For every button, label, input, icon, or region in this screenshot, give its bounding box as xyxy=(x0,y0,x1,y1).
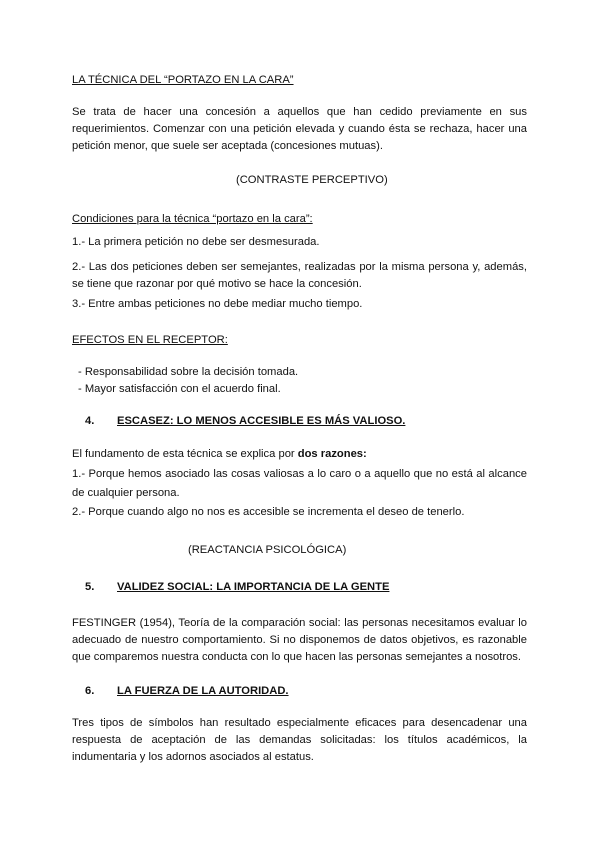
section-heading-5 xyxy=(85,580,389,594)
section-title: ESCASEZ: LO MENOS ACCESIBLE ES MÁS VALIOSO. xyxy=(117,415,406,427)
reactance-label: (REACTANCIA PSICOLÓGICA) xyxy=(188,544,347,556)
section-heading-4 xyxy=(85,414,405,428)
paragraph-line: FESTINGER (1954), Teoría de la comparación social: las personas necesitamos evaluar lo xyxy=(72,617,527,629)
condition-item-continuation: se tiene que razonar por qué motivo se hace la concesión. xyxy=(72,278,362,290)
condition-item: 2.- Las dos peticiones deben ser semejantes, realizadas por la misma persona y, además, xyxy=(72,261,527,273)
intro-text: El fundamento de esta técnica se explica por xyxy=(72,448,298,460)
paragraph-line: que comparemos nuestra conducta con lo que hacen las personas semejantes a nosotros. xyxy=(72,651,522,663)
paragraph-line: petición menor, que suele ser aceptada (concesiones mutuas). xyxy=(72,140,383,152)
contrast-label: (CONTRASTE PERCEPTIVO) xyxy=(236,174,388,186)
paragraph-line: Se trata de hacer una concesión a aquellos que han cedido previamente en sus xyxy=(72,106,527,118)
section-number: 4. xyxy=(85,415,95,427)
reason-item: 2.- Porque cuando algo no nos es accesible se incrementa el deseo de tenerlo. xyxy=(72,506,465,518)
section-title: VALIDEZ SOCIAL: LA IMPORTANCIA DE LA GENTE xyxy=(117,581,390,593)
effect-item: - Mayor satisfacción con el acuerdo final. xyxy=(78,383,281,395)
effects-heading: EFECTOS EN EL RECEPTOR: xyxy=(72,334,228,346)
paragraph-line: indumentaria y los adornos asociados al estatus. xyxy=(72,751,314,763)
paragraph-line: adecuado de nuestro comportamiento. Si no disponemos de datos objetivos, es razonable xyxy=(72,634,527,646)
condition-item: 1.- La primera petición no debe ser desmesurada. xyxy=(72,236,320,248)
paragraph-line xyxy=(72,447,367,461)
intro-bold: dos razones: xyxy=(297,448,367,460)
reason-item: 1.- Porque hemos asociado las cosas valiosas a lo caro o a aquello que no está al alcance xyxy=(72,468,527,480)
paragraph-line: requerimientos. Comenzar con una petición elevada y cuando ésta se rechaza, hacer una xyxy=(72,123,527,135)
condition-item: 3.- Entre ambas peticiones no debe mediar mucho tiempo. xyxy=(72,298,363,310)
section-number: 6. xyxy=(85,685,95,697)
conditions-heading: Condiciones para la técnica “portazo en la cara”: xyxy=(72,213,313,225)
section-title: LA FUERZA DE LA AUTORIDAD. xyxy=(117,685,289,697)
section-title-portazo: LA TÉCNICA DEL “PORTAZO EN LA CARA” xyxy=(72,74,294,86)
section-number: 5. xyxy=(85,581,95,593)
section-heading-6 xyxy=(85,684,289,698)
paragraph-line: respuesta de aceptación de las demandas solicitadas: los títulos académicos, la xyxy=(72,734,527,746)
paragraph-line: Tres tipos de símbolos han resultado especialmente eficaces para desencadenar una xyxy=(72,717,527,729)
effect-item: - Responsabilidad sobre la decisión tomada. xyxy=(78,366,299,378)
reason-item-continuation: de cualquier persona. xyxy=(72,487,180,499)
